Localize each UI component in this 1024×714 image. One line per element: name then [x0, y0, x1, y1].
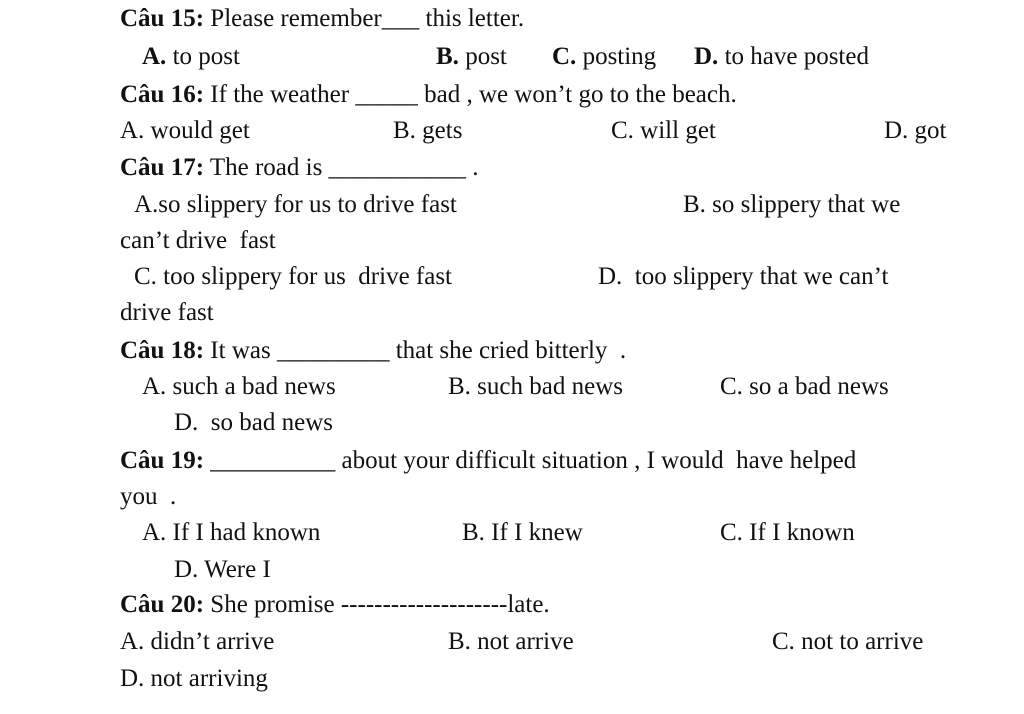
option-20-a: A. didn’t arrive [120, 628, 275, 655]
option-19-b: B. If I knew [462, 519, 583, 546]
option-18-b: B. such bad news [448, 373, 623, 400]
question-label: Câu 19: [120, 447, 205, 474]
option-20-b: B. not arrive [448, 628, 574, 655]
option-15-c [552, 42, 656, 72]
question-label: Câu 18: [120, 337, 205, 364]
question-label: Câu 15: [120, 5, 205, 32]
question-20 [120, 590, 550, 620]
question-19 [120, 446, 856, 476]
question-stem: Please remember___ this letter. [204, 5, 525, 32]
option-text: posting [576, 43, 657, 70]
option-20-c: C. not to arrive [772, 628, 924, 655]
question-label: Câu 16: [120, 81, 205, 108]
option-17-d-continued: drive fast [120, 299, 214, 326]
question-stem: It was _________ that she cried bitterly . [204, 337, 627, 364]
option-17-b-continued: can’t drive fast [120, 227, 276, 254]
option-letter: D. [694, 43, 719, 70]
option-15-a [142, 42, 240, 72]
question-stem: The road is ___________ . [204, 154, 479, 181]
question-15 [120, 4, 524, 34]
question-label: Câu 17: [120, 154, 205, 181]
option-15-b [436, 42, 507, 72]
question-16 [120, 80, 737, 110]
option-19-c: C. If I known [720, 519, 855, 546]
question-stem: __________ about your difficult situation , I would have helped [204, 447, 857, 474]
question-stem: She promise --------------------late. [204, 591, 550, 618]
option-18-a: A. such a bad news [142, 373, 336, 400]
option-17-b: B. so slippery that we [683, 191, 901, 218]
option-letter: B. [436, 43, 459, 70]
option-16-a: A. would get [120, 117, 250, 144]
option-20-d: D. not arriving [120, 665, 268, 692]
option-19-d: D. Were I [174, 556, 271, 583]
option-16-d: D. got [884, 117, 947, 144]
option-18-d: D. so bad news [174, 409, 334, 436]
option-18-c: C. so a bad news [720, 373, 889, 400]
question-18 [120, 336, 626, 366]
option-17-d: D. too slippery that we can’t [598, 263, 889, 290]
option-16-b: B. gets [393, 117, 463, 144]
question-17 [120, 153, 479, 183]
option-letter: C. [552, 43, 577, 70]
option-17-a: A.so slippery for us to drive fast [134, 191, 457, 218]
question-stem: If the weather _____ bad , we won’t go to the beach. [204, 81, 737, 108]
question-label: Câu 20: [120, 591, 205, 618]
option-text: post [458, 43, 507, 70]
option-16-c: C. will get [611, 117, 716, 144]
question-19-stem-continued: you . [120, 483, 177, 510]
option-text: to have posted [718, 43, 869, 70]
option-letter: A. [142, 43, 167, 70]
option-19-a: A. If I had known [142, 519, 321, 546]
option-text: to post [166, 43, 240, 70]
option-15-d [694, 42, 869, 72]
option-17-c: C. too slippery for us drive fast [134, 263, 453, 290]
